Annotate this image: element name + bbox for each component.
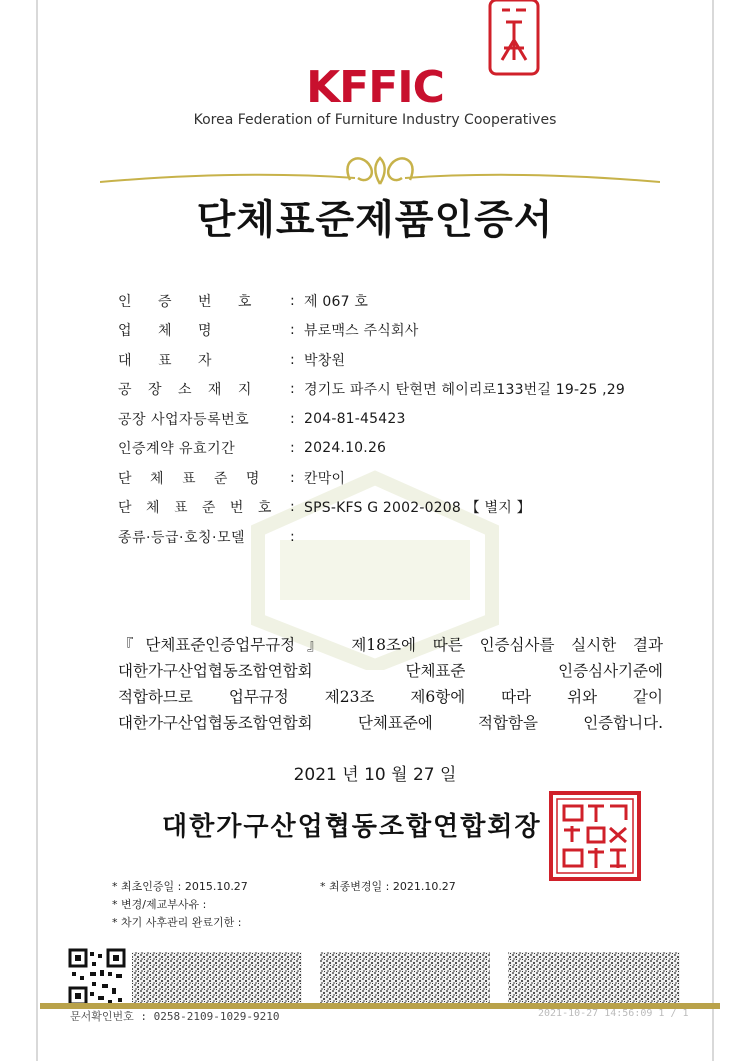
change-reason: * 변경/제교부사유 : <box>112 898 207 911</box>
document-verification-number: 문서확인번호 : 0258-2109-1029-9210 <box>70 1010 280 1023</box>
field-value: 2024.10.26 <box>304 440 387 457</box>
field-label: 종류·등급·호칭·모델 <box>118 529 246 546</box>
right-border-line <box>712 0 714 1061</box>
field-company-name <box>118 316 678 346</box>
field-validity-period <box>118 434 678 464</box>
field-value: 204-81-45423 <box>304 410 406 427</box>
field-colon: : <box>290 351 295 368</box>
field-label: 인증계약 유효기간 <box>118 441 236 458</box>
field-value: 칸막이 <box>304 470 346 487</box>
field-label: 대 표 자 <box>118 352 223 369</box>
field-label: 공 장 소 재 지 <box>118 382 258 399</box>
first-cert-date: * 최초인증일 : 2015.10.27 <box>112 880 248 893</box>
qr-code-icon[interactable] <box>68 948 126 1006</box>
field-value: 뷰로맥스 주식회사 <box>304 323 419 340</box>
field-cert-number <box>118 286 678 316</box>
field-colon: : <box>290 292 295 309</box>
field-colon: : <box>290 322 295 339</box>
field-representative <box>118 345 678 375</box>
field-type-grade-model <box>118 522 678 552</box>
kffic-logo: KFFIC <box>306 62 444 113</box>
last-change-date: * 최종변경일 : 2021.10.27 <box>320 880 456 893</box>
field-standard-name <box>118 463 678 493</box>
field-business-registration <box>118 404 678 434</box>
statement-line: 적합하므로 업무규정 제23조 제6항에 따라 위와 같이 <box>118 688 663 706</box>
field-label: 업 체 명 <box>118 323 223 340</box>
certification-statement <box>118 632 663 736</box>
field-label: 공장 사업자등록번호 <box>118 411 250 428</box>
statement-line: 대한가구산업협동조합연합회 단체표준에 적합함을 인증합니다. <box>118 714 663 732</box>
official-seal-icon <box>548 790 642 882</box>
print-timestamp: 2021-10-27 14:56:09 1 / 1 <box>538 1008 689 1019</box>
field-value: 제 067 호 <box>304 293 369 310</box>
followup-deadline: * 차기 사후관리 완료기한 : <box>112 916 242 929</box>
certificate-fields <box>118 286 678 552</box>
field-colon: : <box>290 381 295 398</box>
verification-barcode-strip <box>68 948 680 1008</box>
field-colon: : <box>290 410 295 427</box>
statement-line: 대한가구산업협동조합연합회 단체표준 인증심사기준에 <box>118 662 663 680</box>
field-value: 박창원 <box>304 352 346 369</box>
issue-date: 2021 년 10 월 27 일 <box>293 765 457 785</box>
statement-line: 『단체표준인증업무규정』 제18조에 따른 인증심사를 실시한 결과 <box>118 636 663 654</box>
field-label: 단 체 표 준 번 호 <box>118 500 277 517</box>
field-label: 단 체 표 준 명 <box>118 470 267 487</box>
org-name-english: Korea Federation of Furniture Industry Cooperatives <box>193 112 557 128</box>
field-colon: : <box>290 528 295 545</box>
field-label: 인 증 번 호 <box>118 293 263 310</box>
field-colon: : <box>290 499 295 516</box>
left-border-line <box>36 0 38 1061</box>
field-standard-number <box>118 493 678 523</box>
field-factory-address <box>118 375 678 405</box>
field-value: SPS-KFS G 2002-0208 【 별지 】 <box>304 500 531 517</box>
field-colon: : <box>290 440 295 457</box>
issuer-name: 대한가구산업협동조합연합회장 <box>162 812 542 842</box>
field-colon: : <box>290 469 295 486</box>
field-value: 경기도 파주시 탄현면 헤이리로133번길 19-25 ,29 <box>304 382 625 399</box>
certificate-title: 단체표준제품인증서 <box>196 197 554 243</box>
